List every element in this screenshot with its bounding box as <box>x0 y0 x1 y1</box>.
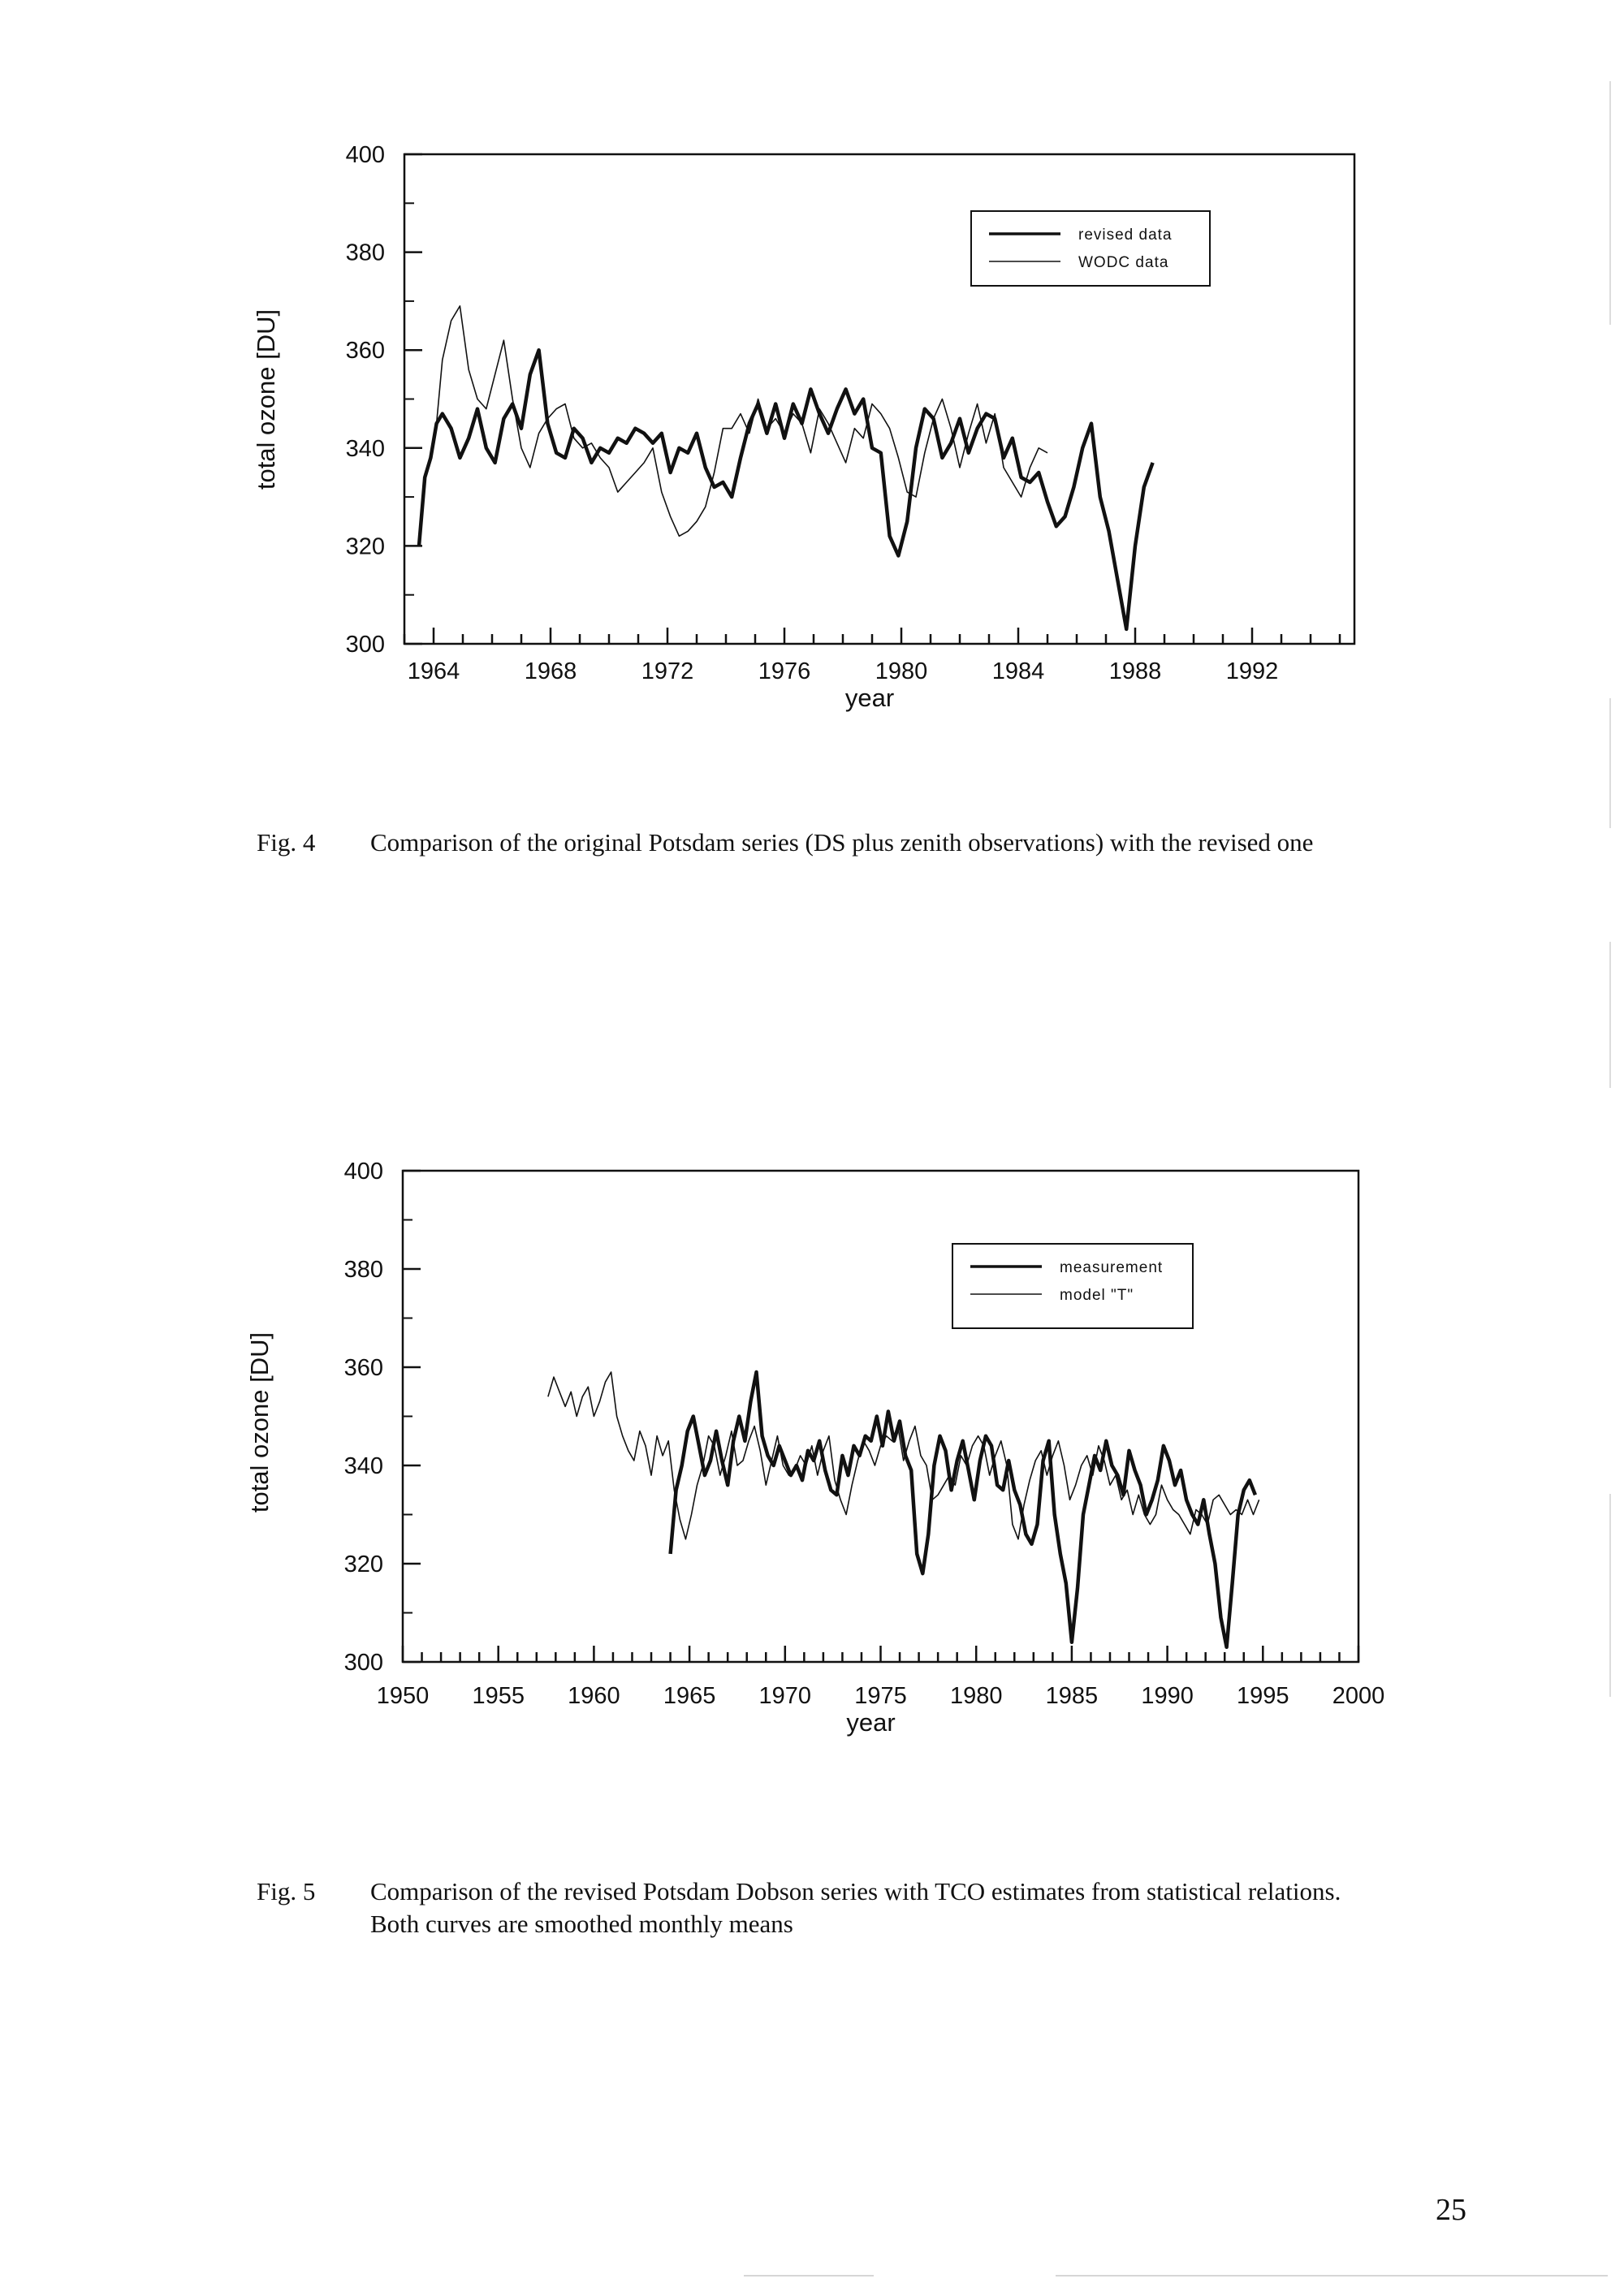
x-tick-label: 1965 <box>663 1683 716 1709</box>
x-tick-label: 1976 <box>758 658 811 684</box>
y-tick-label: 380 <box>345 240 385 266</box>
x-tick-label: 1964 <box>407 658 460 684</box>
x-tick-label: 2000 <box>1332 1683 1385 1709</box>
x-tick-label: 1995 <box>1237 1683 1289 1709</box>
legend-label-1: model "T" <box>1060 1287 1134 1304</box>
legend-box <box>952 1244 1193 1328</box>
x-tick-label: 1972 <box>641 658 694 684</box>
x-tick-label: 1975 <box>854 1683 907 1709</box>
scan-edge-mark <box>1609 942 1611 1088</box>
x-tick-label: 1960 <box>568 1683 620 1709</box>
x-tick-label: 1992 <box>1225 658 1279 684</box>
scan-edge-mark <box>744 2275 874 2277</box>
y-tick-label: 320 <box>343 1552 383 1577</box>
y-axis-title: total ozone [DU] <box>252 309 280 490</box>
x-tick-label: 1990 <box>1141 1683 1194 1709</box>
y-tick-label: 340 <box>343 1453 383 1479</box>
x-axis-title: year <box>844 684 895 712</box>
legend-label-0: measurement <box>1060 1259 1164 1276</box>
y-tick-label: 360 <box>343 1355 383 1381</box>
x-tick-label: 1984 <box>991 658 1045 684</box>
x-tick-label: 1980 <box>875 658 928 684</box>
x-tick-label: 1955 <box>472 1683 525 1709</box>
y-tick-label: 380 <box>343 1257 383 1283</box>
series-line-0 <box>671 1372 1255 1647</box>
legend-label-0: revised data <box>1078 227 1173 244</box>
y-tick-label: 340 <box>345 435 385 462</box>
y-tick-label: 360 <box>345 338 385 365</box>
page-number: 25 <box>1436 2193 1466 2227</box>
series-line-1 <box>548 1372 1259 1539</box>
figure-5-caption-line-1: Comparison of the revised Potsdam Dobson series with TCO estimates from statistical relations. <box>370 1877 1341 1905</box>
x-tick-label: 1970 <box>758 1683 812 1709</box>
scan-edge-mark <box>1609 1494 1611 1697</box>
scan-edge-mark <box>1609 81 1611 325</box>
y-tick-label: 300 <box>345 632 385 658</box>
scan-edge-mark <box>1056 2275 1608 2277</box>
x-tick-label: 1980 <box>949 1683 1003 1709</box>
x-tick-label: 1985 <box>1045 1683 1099 1709</box>
figure-4-label: Fig. 4 <box>257 828 316 857</box>
x-tick-label: 1988 <box>1108 658 1162 684</box>
plot-frame <box>403 1171 1358 1662</box>
scan-edge-mark <box>1609 698 1611 828</box>
y-tick-label: 320 <box>345 533 385 560</box>
y-axis-title: total ozone [DU] <box>245 1331 274 1513</box>
y-tick-label: 400 <box>343 1159 383 1185</box>
x-tick-label: 1968 <box>524 658 577 684</box>
figure-5-label: Fig. 5 <box>257 1877 316 1905</box>
x-tick-label: 1950 <box>376 1683 430 1709</box>
x-axis-title: year <box>846 1708 896 1737</box>
figure-5-caption <box>257 1875 1624 1944</box>
figure-4-caption-text: Comparison of the original Potsdam series (DS plus zenith observations) with the revised one <box>370 828 1314 857</box>
legend-label-1: WODC data <box>1078 254 1169 271</box>
y-tick-label: 300 <box>343 1650 383 1676</box>
figure-5-caption-line-2: Both curves are smoothed monthly means <box>370 1910 793 1938</box>
y-tick-label: 400 <box>345 142 385 168</box>
